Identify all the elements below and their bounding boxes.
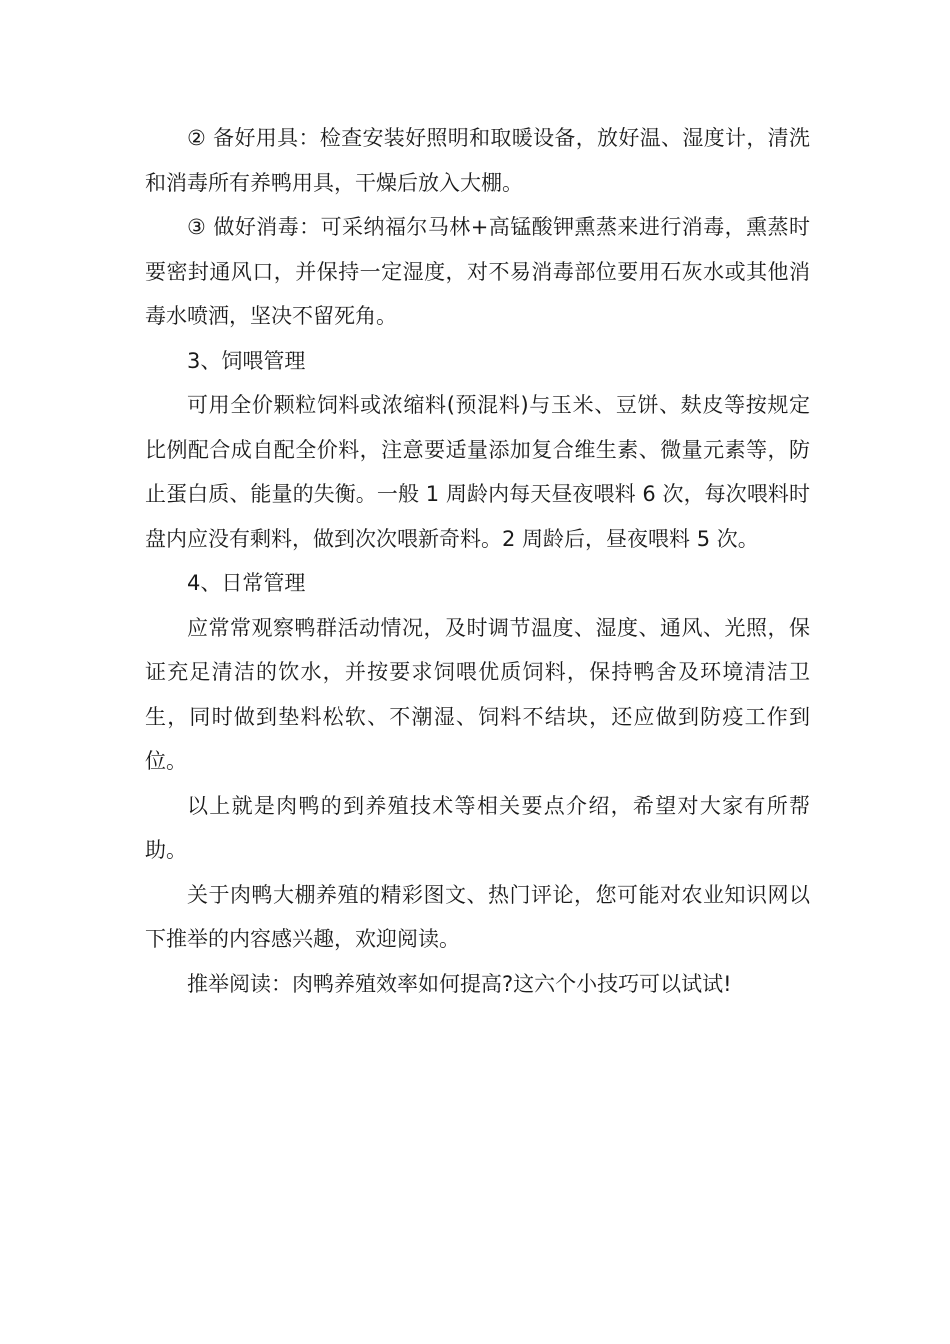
document-body — [145, 116, 810, 1006]
paragraph-disinfection: ③ 做好消毒：可采纳福尔马林+高锰酸钾熏蒸来进行消毒，熏蒸时要密封通风口，并保持一定湿度，对不易消毒部位要用石灰水或其他消毒水喷洒，坚决不留死角。 — [145, 215, 810, 328]
section-heading-daily: 4、日常管理 — [187, 571, 306, 595]
paragraph-recommended-reading: 推举阅读：肉鸭养殖效率如何提高?这六个小技巧可以试试! — [187, 971, 732, 996]
paragraph-summary: 以上就是肉鸭的到养殖技术等相关要点介绍，希望对大家有所帮助。 — [145, 793, 810, 862]
paragraph-feeding: 可用全价颗粒饲料或浓缩料(预混料)与玉米、豆饼、麸皮等按规定比例配合成自配全价料，注意要适量添加复合维生素、微量元素等，防止蛋白质、能量的失衡。一般 1 周龄内每天昼夜喂料 6 次，每次喂料时盘内应没有剩料，做到次次喂新奇料。2 周龄后，昼夜喂料 5 次。 — [145, 393, 810, 551]
paragraph-related: 关于肉鸭大棚养殖的精彩图文、热门评论，您可能对农业知识网以下推举的内容感兴趣，欢迎阅读。 — [145, 882, 810, 951]
paragraph-prepare-tools: ② 备好用具：检查安装好照明和取暖设备，放好温、湿度计，清洗和消毒所有养鸭用具，干燥后放入大棚。 — [145, 126, 810, 195]
paragraph-daily: 应常常观察鸭群活动情况，及时调节温度、湿度、通风、光照，保证充足清洁的饮水，并按要求饲喂优质饲料，保持鸭舍及环境清洁卫生，同时做到垫料松软、不潮湿、饲料不结块，还应做到防疫工作到位。 — [145, 615, 810, 773]
section-heading-feeding: 3、饲喂管理 — [187, 348, 306, 373]
